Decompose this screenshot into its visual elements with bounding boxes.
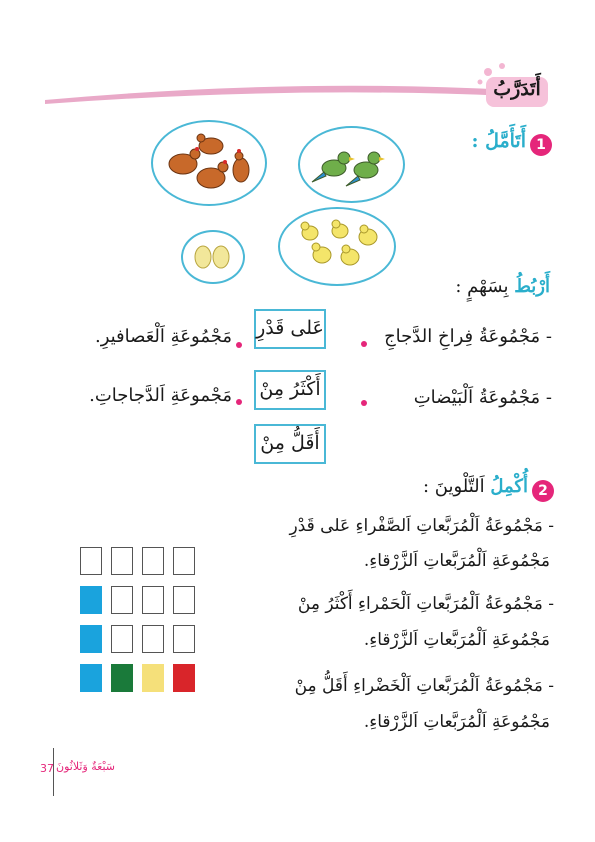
instruction-rest: بِسَهْمٍ : xyxy=(455,276,509,297)
word-box-less: أَقَلُّ مِنْ xyxy=(254,424,326,464)
grid-square[interactable] xyxy=(173,586,195,614)
header-swoosh xyxy=(40,60,560,115)
page-number: 37 xyxy=(40,762,54,775)
connect-dot-chicks[interactable] xyxy=(361,341,367,347)
word-box-more: أَكْثَرُ مِنْ xyxy=(254,370,326,410)
exercise-1-instruction xyxy=(400,276,550,297)
chicks-group xyxy=(278,207,396,286)
item-hens-group: مَجْموعَةِ اَلدَّجاجاتِ. xyxy=(89,385,232,406)
instruction-verb: أَرْبُطُ xyxy=(514,276,550,297)
grid-square[interactable] xyxy=(173,625,195,653)
grid-square[interactable] xyxy=(111,547,133,575)
exercise-2-rest: اَلتَّلْوينَ : xyxy=(422,476,485,497)
exercise-2-verb: أُكْمِلُ xyxy=(490,476,528,497)
page-title: أَتَدَرَّبُ xyxy=(493,78,541,100)
hen-icon xyxy=(153,122,265,204)
sentence-3-line-1: - مَجْمُوعَةُ اَلْمُرَبَّعاتِ اَلْخَضْراءِ أَقَلُّ مِنْ xyxy=(294,676,554,696)
chick-icon xyxy=(280,209,394,284)
sentence-3-line-2: مَجْمُوعَةِ اَلْمُرَبَّعاتِ اَلزَّرْقاءِ. xyxy=(363,712,550,732)
exercise-2-number: 2 xyxy=(532,480,554,502)
eggs-group xyxy=(181,230,245,284)
grid-square[interactable] xyxy=(142,586,164,614)
grid-square xyxy=(80,586,102,614)
sentence-1-line-2: مَجْمُوعَةِ اَلْمُرَبَّعاتِ اَلزَّرْقاءِ. xyxy=(363,551,550,571)
grid-square xyxy=(80,625,102,653)
grid-square[interactable] xyxy=(111,625,133,653)
grid-square xyxy=(142,664,164,692)
bird-icon xyxy=(300,128,403,201)
egg-icon xyxy=(183,232,243,282)
connect-dot-hens[interactable] xyxy=(236,399,242,405)
connect-dot-eggs[interactable] xyxy=(361,400,367,406)
item-eggs-group: - مَجْمُوعَةُ اَلْبَيْضاتِ xyxy=(413,387,552,408)
sentence-2-line-2: مَجْمُوعَةِ اَلْمُرَبَّعاتِ اَلزَّرْقاءِ. xyxy=(363,630,550,650)
grid-square xyxy=(80,664,102,692)
exercise-1-title: أَتَأَمَّلُ : xyxy=(471,130,526,152)
coloring-grid xyxy=(80,547,198,699)
exercise-2-title xyxy=(380,476,528,497)
grid-square xyxy=(111,664,133,692)
sparrows-group xyxy=(298,126,405,203)
page-number-words: سَبْعَةٌ وَثَلاثُونَ xyxy=(56,760,115,773)
exercise-1-number: 1 xyxy=(530,134,552,156)
item-sparrows-group: مَجْمُوعَةِ اَلْعَصافيرِ. xyxy=(94,326,232,347)
grid-square[interactable] xyxy=(173,547,195,575)
item-chicks-group: - مَجْمُوعَةُ فِراخِ الدَّجاجِ xyxy=(384,326,552,347)
sentence-2-line-1: - مَجْمُوعَةُ اَلْمُرَبَّعاتِ اَلْحَمْراءِ أَكْثَرُ مِنْ xyxy=(297,594,554,614)
word-box-equal: عَلى قَدْرِ xyxy=(254,309,326,349)
hens-group xyxy=(151,120,267,206)
grid-square[interactable] xyxy=(111,586,133,614)
connect-dot-sparrows[interactable] xyxy=(236,342,242,348)
grid-square[interactable] xyxy=(142,625,164,653)
grid-square[interactable] xyxy=(142,547,164,575)
sentence-1-line-1: - مَجْمُوعَةُ اَلْمُرَبَّعاتِ اَلصَّفْراءِ عَلى قَدْرِ xyxy=(289,516,554,536)
grid-square xyxy=(173,664,195,692)
grid-square[interactable] xyxy=(80,547,102,575)
